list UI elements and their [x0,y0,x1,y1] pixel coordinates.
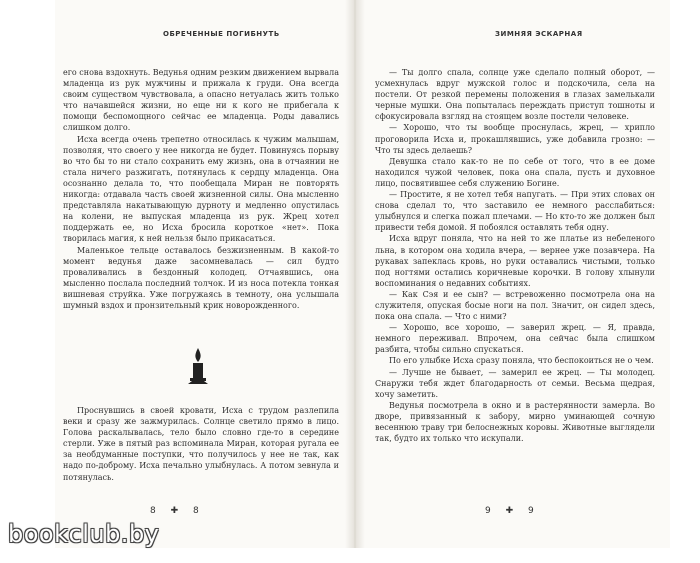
right-page-text [375,67,655,444]
paragraph: — Простите, я не хотел тебя напугать. — При этих словах он снова сделал то, что заставило ее немного расслабиться: улыбнулся и слегка пожал плечами. — Но кто-то же должен был привести тебя домой. Я побоялся оставлять тебя одну. [375,190,655,233]
left-page [55,0,345,548]
paragraph: Исха вдруг поняла, что на ней то же платье из небеленого льна, в котором она ходила вчера, — вернее уже позавчера. На рукавах запеклась кровь, но руки оставались чистыми, только под ногтями остались коричневые корочки. В голову хлынули воспоминания о недавних событиях. [375,234,655,288]
left-page-top-text [63,67,339,311]
paragraph: Исха всегда очень трепетно относилась к чужим малышам, позволяя, что своего у нее никогда не будет. Повинуясь порыву во что бы то ни стало сохранить ему жизнь, она в отчаянии не стала ничего разжигать, потянулась к сердцу младенца. Она осознанно делала то, что пообещала Миран не повторять никогда: отдавала часть своей жизненной силы. Она мысленно представляла накатывающую дурноту и медленно опустилась на колени, не выпуская младенца из рук. Жрец хотел поддержать ее, но Исха бросила короткое «нет». Пока творилась магия, к ней нельзя было прикасаться. [63,134,339,244]
watermark: bookclub.by [8,520,160,548]
paragraph: его снова вздохнуть. Ведунья одним резким движением вырвала младенца из рук мужчины и прижала к груди. Она всегда своим существом чувствовала, а опасно нетуалась жить только что начавшейся жизни, но еще ни к кого не прибегала к помощи беспомощного сейчас ее младенца. Роды давались слишком долго. [63,68,339,133]
right-folio: 9 ✚ 9 [485,506,540,516]
paragraph: — Лучше не бывает, — замерил ее жрец. — Ты молодец. Снаружи тебя ждет благодарность от семьи. Весьма щедрая, хочу заметить. [375,367,655,399]
paragraph: — Хорошо, все хорошо, — заверил жрец. — Я, правда, немного переживал. Впрочем, она сейчас была слишком разбита, чтобы сильно спускаться. [375,323,655,355]
left-running-head: ОБРЕЧЕННЫЕ ПОГИБНУТЬ [163,30,280,38]
paragraph: Девушка стало как-то не по себе от того, что в ее доме находился чужой человек, пока она спала, пусть и духовное лицо, посвятившее себя служению Богине. [375,156,655,188]
right-page [365,0,670,548]
left-page-bottom-text [63,405,339,483]
right-running-head: ЗИМНЯЯ ЭСКАРНАЯ [495,30,583,38]
book-gutter [345,0,365,548]
paragraph: — Хорошо, что ты вообще проснулась, жрец, — хрипло проговорила Исха и, прокашлявшись, уже добавила грозно: — Что ты здесь делаешь? [375,123,655,155]
paragraph: Ведунья посмотрела в окно и в растерянности замерла. Во дворе, привязанный к забору, мирно уминающей сочную весеннюю траву три белоснежных коровы. Животные выглядели так, будто их только что искупали. [375,400,655,444]
candle-ornament-icon [186,346,210,388]
left-folio: 8 ✚ 8 [150,506,205,516]
paragraph: — Ты долго спала, солнце уже сделало полный оборот, — усмехнулась вдруг мужской голос и подскочила, села на постели. От резкой перемены положения в глазах замелькали черные мушки. Она попыталась переждать приступ тошноты и сфокусировала взгляд на стоящем возле постели человеке. [375,68,655,122]
paragraph: По его улыбке Исха сразу поняла, что беспокоиться не о чем. [389,356,654,366]
paragraph: — Как Сэя и ее сын? — встревоженно посмотрела она на служителя, опуская босые ноги на пол. Значит, он сидел здесь, пока она спала. — Что с ними? [375,289,655,322]
paragraph: Проснувшись в своей кровати, Исха с трудом разлепила веки и сразу же зажмурилась. Солнце светило прямо в лицо. Голова раскалывалась, тело было словно где-то в середине стерли. Уже в пятый раз вспоминала Миран, которая ругала ее за необдуманные поступки, что получилось у нее не так, как надо по-доброму. Исха печально улыбнулась. А потом зевнула и потянулась. [63,406,339,482]
paragraph: Маленькое тельце оставалось безжизненным. В какой-то момент ведунья даже засомневалась — сил будто проваливались в бездонный колодец. Отчаявшись, она мысленно послала последний толчок. И из носа потекла тонкая вишневая струйка. Уже погружаясь в темноту, она услышала шумный вздох и пронзительный крик новорожденного. [63,245,339,310]
